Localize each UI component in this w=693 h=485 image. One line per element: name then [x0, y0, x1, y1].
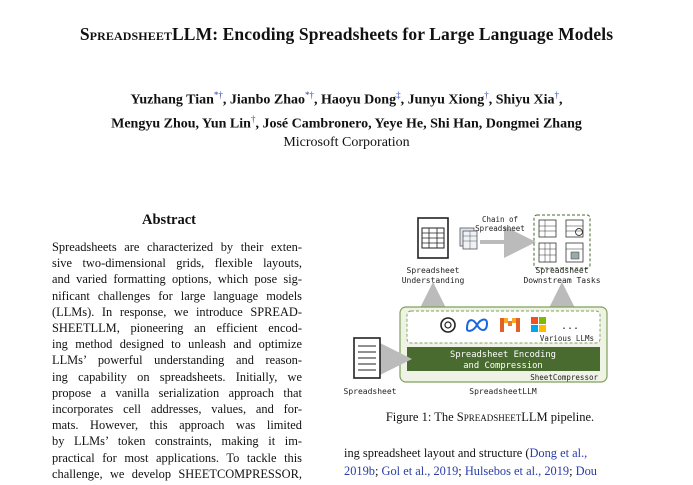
- encoding-label: and Compression: [463, 361, 543, 371]
- author-block: [0, 86, 693, 152]
- abstract-line: (LLMs). In response, we introduce SPREAD-: [52, 304, 302, 319]
- paper-title: [0, 24, 693, 45]
- spreadsheet-understanding-icon: [418, 218, 448, 258]
- abstract-line: challenge, we develop SHEETCOMPRESSOR,: [52, 466, 302, 481]
- abstract-line: SHEETLLM, pioneering an efficient encod-: [52, 321, 302, 336]
- chain-label: Chain of: [481, 215, 519, 224]
- spreadsheetllm-label: SpreadsheetLLM: [469, 387, 537, 396]
- downstream-task-icons: [539, 220, 583, 262]
- author-name: Jianbo Zhao: [229, 92, 305, 108]
- author-sup: †: [554, 90, 559, 100]
- abstract-line: LLMs’ powerful understanding and reason-: [52, 353, 302, 368]
- author-line-1: Yuzhang Tian*†, Jianbo Zhao*†, Haoyu Dong‡, Junyu Xiong†, Shiyu Xia†,: [130, 90, 563, 108]
- downstream-label: Spreadsheet: [535, 266, 589, 275]
- pipeline-figure: [340, 210, 640, 400]
- author-sup: ‡: [396, 90, 401, 100]
- understanding-label: Understanding: [401, 276, 465, 285]
- encoding-label: Spreadsheet Encoding: [450, 350, 556, 360]
- body-text: ing spreadsheet layout and structure (: [344, 446, 530, 460]
- author-names: , José Cambronero, Yeye He, Shi Han, Dongmei Zhang: [255, 116, 582, 132]
- author-name: Yuzhang Tian: [130, 92, 214, 108]
- citation-link[interactable]: Dong et al.,: [529, 446, 588, 460]
- figure-caption: [340, 410, 640, 425]
- body-line: [344, 462, 640, 480]
- title-smallcaps: Spreadsheet: [79, 24, 173, 44]
- caption-smallcaps: Spreadsheet: [456, 410, 522, 424]
- various-llms-label: Various LLMs: [539, 334, 594, 343]
- citation-link[interactable]: Dou: [575, 464, 597, 478]
- body-line: [344, 444, 640, 462]
- author-name: Junyu Xiong: [407, 92, 485, 108]
- citation-link[interactable]: 2019b: [344, 464, 375, 478]
- spreadsheet-label: Spreadsheet: [343, 387, 397, 396]
- abstract-line: practical for most applications. To tackle this: [52, 450, 302, 465]
- citation-separator: ;: [374, 464, 382, 478]
- body-text-right: [344, 444, 640, 480]
- downstream-label: Downstream Tasks: [523, 276, 601, 285]
- author-sup: *†: [305, 90, 314, 100]
- author-sup: †: [484, 90, 489, 100]
- title-rest: LLM: Encoding Spreadsheets for Large Language Models: [172, 24, 614, 44]
- abstract-line: Spreadsheets are characterized by their exten-: [52, 240, 302, 254]
- abstract-line: propose a vanilla serialization approach that: [52, 385, 302, 400]
- author-line-2: [0, 110, 693, 134]
- author-name: Shiyu Xia: [495, 92, 555, 108]
- abstract-line: by LLMs’ token constraints, making it im-: [52, 434, 302, 449]
- chain-label: Spreadsheet: [475, 224, 525, 233]
- abstract-heading: Abstract: [142, 212, 196, 228]
- abstract-line: ing method designed to unleash and optimize: [52, 337, 302, 352]
- citation-link[interactable]: Gol et al., 2019: [381, 464, 459, 478]
- more-llms-ellipsis: ...: [561, 321, 580, 332]
- abstract-line: nificant challenges for large language models: [52, 288, 302, 303]
- author-name: Haoyu Dong: [321, 92, 397, 108]
- citation-separator: ;: [458, 464, 465, 478]
- caption-suffix: LLM pipeline.: [521, 410, 595, 424]
- input-spreadsheet-icon: [354, 338, 380, 378]
- abstract-line: mats. However, this approach was limited: [52, 418, 302, 433]
- author-sup: †: [250, 113, 256, 124]
- abstract-line: ing capability on spreadsheets. Initially, we: [52, 369, 302, 384]
- author-sup: *†: [213, 90, 223, 100]
- abstract-text: [52, 239, 302, 482]
- author-names: Mengyu Zhou, Yun Lin: [111, 116, 251, 132]
- affiliation: Microsoft Corporation: [283, 135, 410, 151]
- abstract-line: sive two-dimensional grids, flexible layouts,: [52, 256, 302, 271]
- sheetcompressor-label: SheetCompressor: [530, 373, 598, 382]
- understanding-label: Spreadsheet: [406, 266, 460, 275]
- citation-separator: ;: [569, 464, 576, 478]
- abstract-line: and varied formatting options, which pose sig-: [52, 272, 302, 287]
- caption-prefix: Figure 1: The: [385, 410, 457, 424]
- citation-link[interactable]: Hulsebos et al., 2019: [464, 464, 570, 478]
- abstract-line: incorporates cell addresses, values, and for-: [52, 402, 302, 417]
